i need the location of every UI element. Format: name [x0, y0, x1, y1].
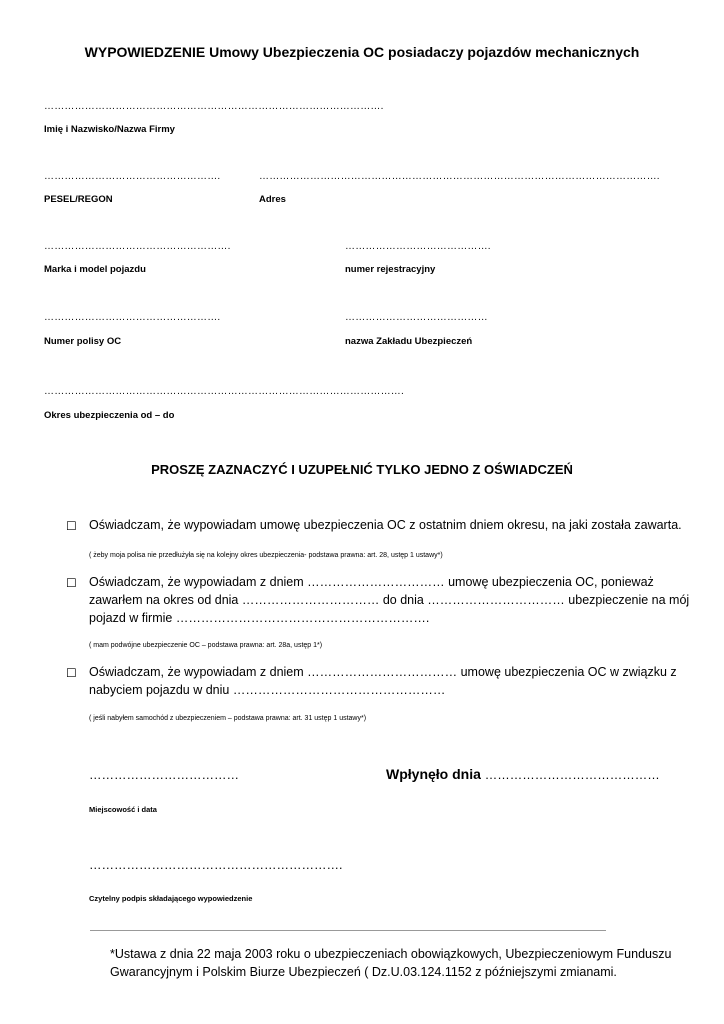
instruction-heading: PROSZĘ ZAZNACZYĆ I UZUPEŁNIĆ TYLKO JEDNO Z OŚWIADCZEŃ	[151, 462, 573, 477]
period-field-line[interactable]: …………………………………………………………………………………………….	[44, 386, 404, 397]
signature-line[interactable]: …………………………………………………….	[89, 858, 343, 872]
policy-field-label: Numer polisy OC	[44, 336, 122, 347]
statement-2-note: ( mam podwójne ubezpieczenie OC – podstawa prawna: art. 28a, ustęp 1*)	[89, 642, 323, 649]
registration-field-line[interactable]: …………………………………….	[345, 241, 491, 252]
statement-2-line-3: pojazd w firmie …………………………………………………….	[89, 611, 430, 625]
statement-3-line-1: Oświadczam, że wypowiadam z dniem ……………………………… umowę ubezpieczenia OC w związku z	[89, 665, 677, 679]
statement-1-checkbox[interactable]: ☐	[66, 519, 77, 533]
place-date-label: Miejscowość i data	[89, 805, 157, 814]
statement-2-line-2: zawarłem na okres od dnia …………………………… do dnia …………………………… ubezpieczenie na mój	[89, 593, 690, 607]
footnote-line-2: Gwarancyjnym i Polskim Biurze Ubezpieczeń ( Dz.U.03.124.1152 z późniejszymi zmianami.	[110, 965, 617, 979]
statement-2-line-1: Oświadczam, że wypowiadam z dniem …………………………… umowę ubezpieczenia OC, ponieważ	[89, 575, 654, 589]
pesel-field-line[interactable]: …………………………………………….	[44, 171, 221, 182]
vehicle-field-line[interactable]: ……………………………………………….	[44, 241, 231, 252]
pesel-field-label: PESEL/REGON	[44, 194, 113, 205]
address-field-label: Adres	[259, 194, 286, 205]
footnote-divider	[90, 930, 606, 931]
insurer-field-label: nazwa Zakładu Ubezpieczeń	[345, 336, 473, 347]
statement-1-line-1: Oświadczam, że wypowiadam umowę ubezpieczenia OC z ostatnim dniem okresu, na jaki została zawarta.	[89, 518, 682, 532]
vehicle-field-label: Marka i model pojazdu	[44, 264, 146, 275]
received-label: Wpłynęło dnia	[386, 766, 481, 782]
name-field-label: Imię i Nazwisko/Nazwa Firmy	[44, 124, 175, 135]
signature-label: Czytelny podpis składającego wypowiedzenie	[89, 894, 253, 903]
policy-field-line[interactable]: …………………………………………….	[44, 312, 221, 323]
statement-1-note: ( żeby moja polisa nie przedłużyła się na kolejny okres ubezpieczenia- podstawa prawna: art. 28, ustęp 1 ustawy*)	[89, 552, 443, 559]
registration-field-label: numer rejestracyjny	[345, 264, 436, 275]
received-date-field[interactable]	[386, 766, 660, 782]
statement-2-checkbox[interactable]: ☐	[66, 576, 77, 590]
footnote-line-1: *Ustawa z dnia 22 maja 2003 roku o ubezpieczeniach obowiązkowych, Ubezpieczeniowym Funduszu	[110, 947, 672, 961]
document-title: WYPOWIEDZENIE Umowy Ubezpieczenia OC posiadaczy pojazdów mechanicznych	[84, 44, 640, 60]
received-line[interactable]: ……………………………………	[484, 768, 660, 782]
name-field-line[interactable]: ……………………………………………………………………………………….	[44, 101, 384, 112]
statement-3-line-2: nabyciem pojazdu w dniu ……………………………………………	[89, 683, 446, 697]
place-date-line[interactable]: ………………………………	[89, 768, 239, 782]
statement-3-checkbox[interactable]: ☐	[66, 666, 77, 680]
period-field-label: Okres ubezpieczenia od – do	[44, 410, 175, 421]
insurer-field-line[interactable]: ……………………………………	[345, 312, 488, 323]
statement-3-note: ( jeśli nabyłem samochód z ubezpieczeniem – podstawa prawna: art. 31 ustęp 1 ustawy*)	[89, 715, 367, 722]
address-field-line[interactable]: ……………………………………………………………………………………………………….	[259, 171, 660, 182]
